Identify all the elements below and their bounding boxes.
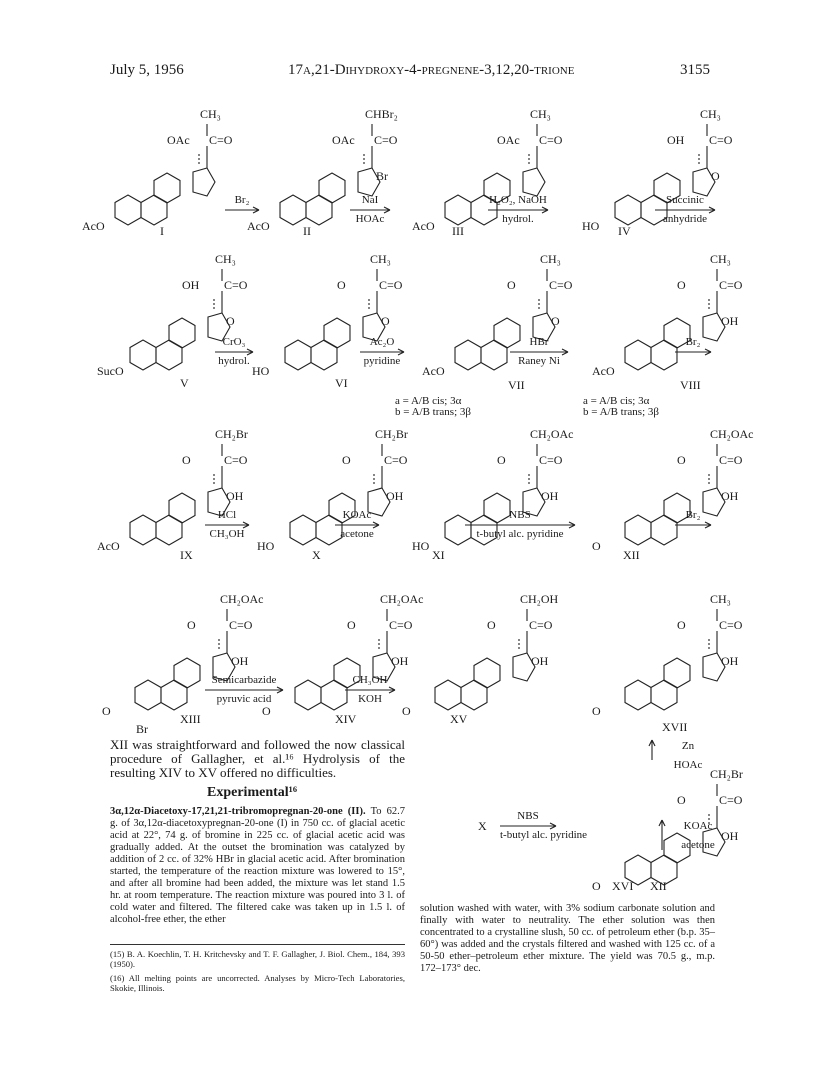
d-ring-group-XIV: OH (391, 654, 409, 668)
running-date: July 5, 1956 (110, 62, 184, 78)
d-ring-group-XVII: OH (721, 654, 739, 668)
reagent-16: KOAc acetone (681, 820, 715, 851)
top-group-III: CH₃ (530, 107, 551, 121)
top-group-XIV: CH₂OAc (380, 592, 424, 606)
c3-group-I: AcO (82, 219, 105, 233)
top-group-XV: CH₂OH (520, 592, 559, 606)
c17-group-VI: O (337, 278, 346, 292)
c3-group-VIII: AcO (592, 364, 615, 378)
note-vii-a: a = A/B cis; 3α (395, 395, 462, 407)
compound-id-XVI: XVI (612, 879, 634, 893)
c20-group-XIV: C=O (389, 618, 413, 632)
top-group-II: CHBr₂ (365, 107, 398, 121)
c3-group-XIV: O (262, 704, 271, 718)
c3-group-VII: AcO (422, 364, 445, 378)
c17-group-VII: O (507, 278, 516, 292)
c17-group-XII: O (677, 453, 686, 467)
footnote-15: (15) B. A. Koechlin, T. H. Kritchevsky and T. F. Gallagher, J. Biol. Chem., 184, 393 (1950). (110, 949, 405, 969)
c20-group-XVI: C=O (719, 793, 743, 807)
top-group-IX: CH₂Br (215, 427, 248, 441)
c3-group-XII: O (592, 539, 601, 553)
intro-paragraph: XII was straightforward and followed the now classical procedure of Gallagher, et al.¹⁶ Hydrolysis of the resulting XIV to XV offered no difficulties. (110, 737, 405, 780)
c17-group-VIII: O (677, 278, 686, 292)
compound-id-XI: XI (432, 548, 445, 562)
c3-group-VI: HO (252, 364, 270, 378)
top-group-XII: CH₂OAc (710, 427, 754, 441)
c3-group-IV: HO (582, 219, 600, 233)
c3-group-XVII: O (592, 704, 601, 718)
compound-id-IX: IX (180, 548, 193, 562)
compound-id-XVII: XVII (662, 720, 688, 734)
top-group-X: CH₂Br (375, 427, 408, 441)
experimental-heading: Experimental¹⁶ (207, 785, 298, 800)
c3-group-X: HO (257, 539, 275, 553)
c17-group-I: OAc (167, 133, 190, 147)
c20-group-XI: C=O (539, 453, 563, 467)
c3-group-III: AcO (412, 219, 435, 233)
d-ring-group-IV: O (711, 169, 720, 183)
c20-group-VII: C=O (549, 278, 573, 292)
c17-group-II: OAc (332, 133, 355, 147)
reagent-3: Succinic anhydride (663, 194, 707, 225)
c20-group-XVII: C=O (719, 618, 743, 632)
c3-group-XIII: O (102, 704, 111, 718)
d-ring-group-XII: OH (721, 489, 739, 503)
c20-group-V: C=O (224, 278, 248, 292)
c17-group-X: O (342, 453, 351, 467)
right-column-paragraph: solution washed with water, with 3% sodium carbonate solution and finally with water to neutrality. The ether solution was then concentrated to a crystalline slush, 50 cc. of petroleum ether (b.p. 35–60°) was added and the crystals filtered and washed with 125 cc. of a 50-50 ether–petroleum ether mixture. The yield was 70.5 g., m.p. 172–173° dec. (420, 903, 715, 974)
compound-id-III: III (452, 224, 464, 238)
c3-group-V: SucO (97, 364, 124, 378)
c20-group-I: C=O (209, 133, 233, 147)
reagent-11: Br₂ (685, 509, 701, 521)
d-ring-group-VIII: OH (721, 314, 739, 328)
c20-group-IV: C=O (709, 133, 733, 147)
c20-group-XV: C=O (529, 618, 553, 632)
note-vii-b: b = A/B trans; 3β (395, 406, 471, 418)
d-ring-group-II: Br (376, 169, 388, 183)
compound-id-II: II (303, 224, 311, 238)
footnote-16: (16) All melting points are uncorrected. Analyses by Micro-Tech Laboratories, Skokie, Illinois. (110, 973, 405, 993)
d-ring-group-XV: OH (531, 654, 549, 668)
top-group-XVII: CH₃ (710, 592, 731, 606)
c20-group-XIII: C=O (229, 618, 253, 632)
c3-group-XVI: O (592, 879, 601, 893)
reagent-0: Br₂ (234, 194, 250, 206)
d-ring-group-XIII: OH (231, 654, 249, 668)
reagent-7: Br₂ (685, 336, 701, 348)
d-ring-group-IX: OH (226, 489, 244, 503)
d-ring-group-XI: OH (541, 489, 559, 503)
top-group-VII: CH₃ (540, 252, 561, 266)
c17-group-V: OH (182, 278, 200, 292)
reagent-9: KOAc acetone (340, 509, 374, 540)
compound-id-VII: VII (508, 378, 525, 392)
top-group-VI: CH₃ (370, 252, 391, 266)
experimental-paragraph (110, 806, 405, 926)
compound-id-IV: IV (618, 224, 631, 238)
reagent-8: HCl CH₃OH (209, 509, 245, 540)
compound-id-XV: XV (450, 712, 468, 726)
reagent-13: CH₃OH KOH (352, 674, 388, 705)
top-group-VIII: CH₃ (710, 252, 731, 266)
exp-compound-heading: 3α,12α-Diacetoxy-17,21,21-tribromopregnan-20-one (II). (110, 806, 366, 817)
c17-group-IX: O (182, 453, 191, 467)
page-number: 3155 (680, 62, 710, 78)
compound-id-XIII: XIII (180, 712, 201, 726)
compound-id-VIII: VIII (680, 378, 701, 392)
compound-id-V: V (180, 376, 189, 390)
reagent-6: HBr Raney Ni (518, 336, 560, 367)
compound-id-VI: VI (335, 376, 348, 390)
compound-id-I: I (160, 224, 164, 238)
c17-group-XIII: O (187, 618, 196, 632)
d-ring-group-XVI: OH (721, 829, 739, 843)
c17-group-XIV: O (347, 618, 356, 632)
compound-id-XII: XII (623, 548, 640, 562)
c20-group-VIII: C=O (719, 278, 743, 292)
compound-id-X: X (312, 548, 321, 562)
reagent-1: NaI HOAc (355, 194, 385, 225)
extra-group-XIII: Br (136, 722, 148, 736)
c3-group-XI: HO (412, 539, 430, 553)
c3-group-IX: AcO (97, 539, 120, 553)
reagent-12: Semicarbazide pyruvic acid (211, 674, 277, 705)
note-viii-a: a = A/B cis; 3α (583, 395, 650, 407)
running-title: 17α,21-Dihydroxy-4-pregnene-3,12,20-trione (288, 62, 575, 78)
xii-label: XII (650, 879, 667, 893)
reagent-10: NBS t-butyl alc. pyridine (476, 509, 564, 540)
top-group-I: CH₃ (200, 107, 221, 121)
c17-group-XI: O (497, 453, 506, 467)
top-group-XVI: CH₂Br (710, 767, 743, 781)
d-ring-group-VI: O (381, 314, 390, 328)
c20-group-IX: C=O (224, 453, 248, 467)
top-group-XIII: CH₂OAc (220, 592, 264, 606)
c20-group-XII: C=O (719, 453, 743, 467)
c3-group-II: AcO (247, 219, 270, 233)
reagent-2: H₂O₂, NaOH hydrol. (489, 194, 547, 225)
reagent-5: Ac₂O pyridine (363, 336, 401, 367)
top-group-IV: CH₃ (700, 107, 721, 121)
d-ring-group-VII: O (551, 314, 560, 328)
c17-group-III: OAc (497, 133, 520, 147)
d-ring-group-V: O (226, 314, 235, 328)
c17-group-XV: O (487, 618, 496, 632)
reagent-15: NBS t-butyl alc. pyridine (500, 810, 588, 841)
c3-group-XV: O (402, 704, 411, 718)
exp-body: To 62.7 g. of 3α,12α-diacetoxypregnan-20-one (I) in 750 cc. of glacial acetic acid at 22°, 74 g. of bromine in 225 cc. of glacial acetic acid was gradually added. At the outset the bromination was catalyzed by addition of 2 cc. of 32% HBr in glacial acetic acid. After bromination started, the temperature of the reaction mixture was lowered to 15°, and after all bromine had been added, the mixture was let stand 1.5 hr. at room temperature. The reaction mixture was poured into 3 l. of cold water and filtered. The filtered cake was taken up in 1.5 l. of alcohol-free ether, the ether (110, 806, 406, 925)
c20-group-X: C=O (384, 453, 408, 467)
top-group-V: CH₃ (215, 252, 236, 266)
d-ring-group-X: OH (386, 489, 404, 503)
c20-group-II: C=O (374, 133, 398, 147)
c20-group-VI: C=O (379, 278, 403, 292)
compound-id-XIV: XIV (335, 712, 357, 726)
top-group-XI: CH₂OAc (530, 427, 574, 441)
c17-group-XVII: O (677, 618, 686, 632)
x-label: X (478, 819, 487, 833)
c17-group-XVI: O (677, 793, 686, 807)
reagent-14: Zn HOAc (673, 740, 703, 771)
reagent-4: CrO₃ hydrol. (218, 336, 250, 367)
c20-group-III: C=O (539, 133, 563, 147)
note-viii-b: b = A/B trans; 3β (583, 406, 659, 418)
c17-group-IV: OH (667, 133, 685, 147)
footnote-rule (110, 944, 405, 945)
